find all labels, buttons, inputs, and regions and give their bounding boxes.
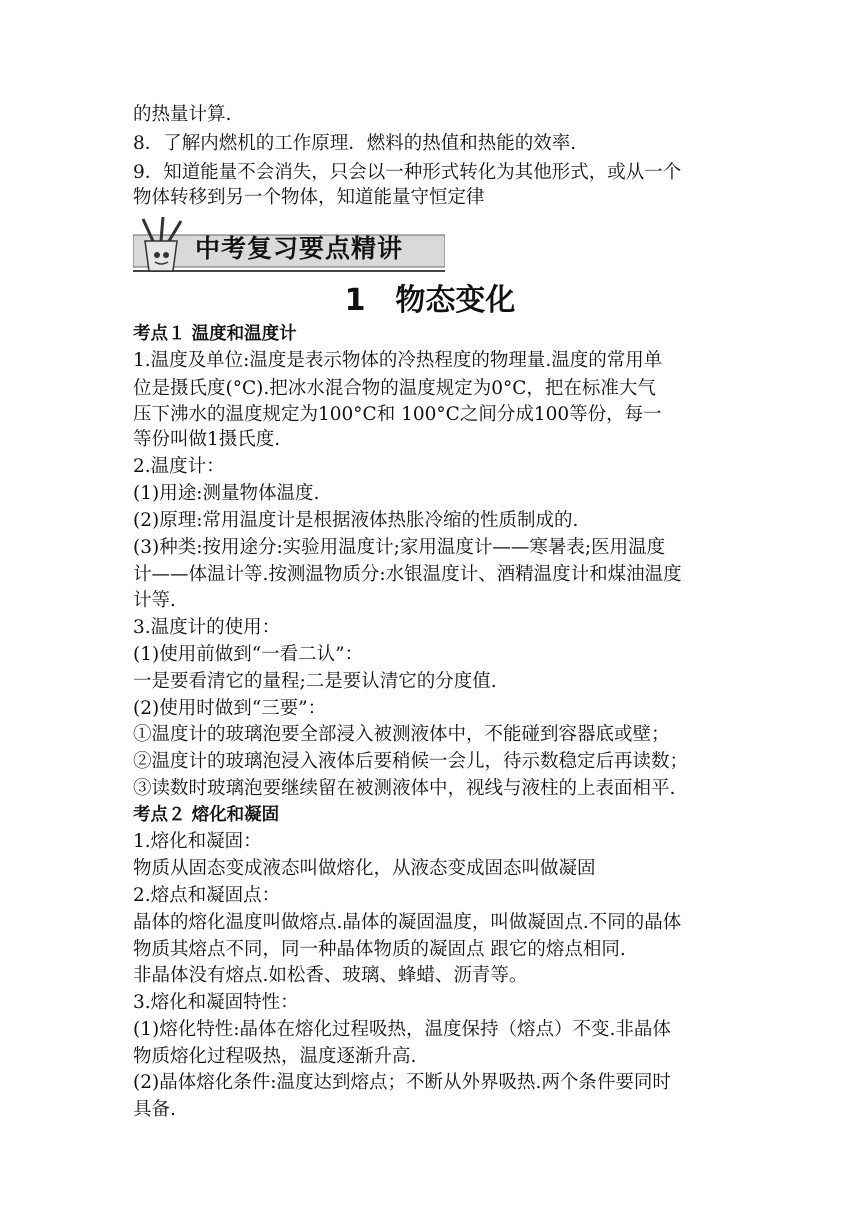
text-line: 3.温度计的使用： [133,617,281,638]
text-line: 物质其熔点不同，同一种晶体物质的凝固点 跟它的熔点相同. [133,939,626,960]
text-line: 计等. [133,590,176,611]
text-line: 物质熔化过程吸热，温度逐渐升高. [133,1046,417,1067]
intro-line: 9．知道能量不会消失，只会以一种形式转化为其他形式，或从一个 [133,162,682,183]
intro-line: 的热量计算. [133,104,232,125]
text-line: 位是摄氏度(°C).把冰水混合物的温度规定为0°C，把在标准大气 [133,378,656,399]
text-line: 压下沸水的温度规定为100°C和 100°C之间分成100等份，每一 [133,404,662,425]
text-line: 晶体的熔化温度叫做熔点.晶体的凝固温度，叫做凝固点.不同的晶体 [133,912,682,933]
text-line: 非晶体没有熔点.如松香、玻璃、蜂蜡、沥青等。 [133,965,528,986]
intro-line: 8．了解内燃机的工作原理．燃料的热值和热能的效率. [133,133,577,154]
section-title: 1 物态变化 [344,283,516,318]
text-line: 计——体温计等.按测温物质分:水银温度计、酒精温度计和煤油温度 [133,564,682,585]
text-line: 等份叫做1摄氏度. [133,429,281,450]
text-line: 具备. [133,1099,176,1120]
text-line: 1.温度及单位:温度是表示物体的冷热程度的物理量.温度的常用单 [133,350,663,371]
text-line: 2.熔点和凝固点： [133,885,281,906]
text-line: (2)晶体熔化条件:温度达到熔点；不断从外界吸热.两个条件要同时 [133,1072,671,1093]
text-line: (1)熔化特性:晶体在熔化过程吸热，温度保持（熔点）不变.非晶体 [133,1019,671,1040]
text-line: (3)种类:按用途分:实验用温度计;家用温度计——寒暑表;医用温度 [133,537,666,558]
text-line: 3.熔化和凝固特性： [133,992,299,1013]
text-line: ③读数时玻璃泡要继续留在被测液体中，视线与液柱的上表面相平. [133,778,676,799]
kaodian2-heading: 考点２ 熔化和凝固 [133,805,280,825]
text-line: 1.熔化和凝固： [133,831,262,852]
text-line: 2.温度计： [133,456,225,477]
text-line: ②温度计的玻璃泡浸入液体后要稍候一会儿，待示数稳定后再读数； [133,751,689,772]
text-line: 一是要看清它的量程;二是要认清它的分度值. [133,671,497,692]
text-line: (2)原理:常用温度计是根据液体热胀冷缩的性质制成的. [133,510,579,531]
text-line: (1)使用前做到“一看二认”： [133,644,364,665]
section-banner [133,217,445,275]
banner-label: 中考复习要点精讲 [195,234,404,263]
text-line: (1)用途:测量物体温度. [133,483,320,504]
kaodian1-heading: 考点１ 温度和温度计 [133,324,297,344]
text-line: (2)使用时做到“三要”： [133,698,327,719]
text-line: ①温度计的玻璃泡要全部浸入被测液体中，不能碰到容器底或壁； [133,724,670,745]
text-line: 物质从固态变成液态叫做熔化，从液态变成固态叫做凝固 [133,858,596,879]
intro-line: 物体转移到另一个物体，知道能量守恒定律 [133,187,485,208]
